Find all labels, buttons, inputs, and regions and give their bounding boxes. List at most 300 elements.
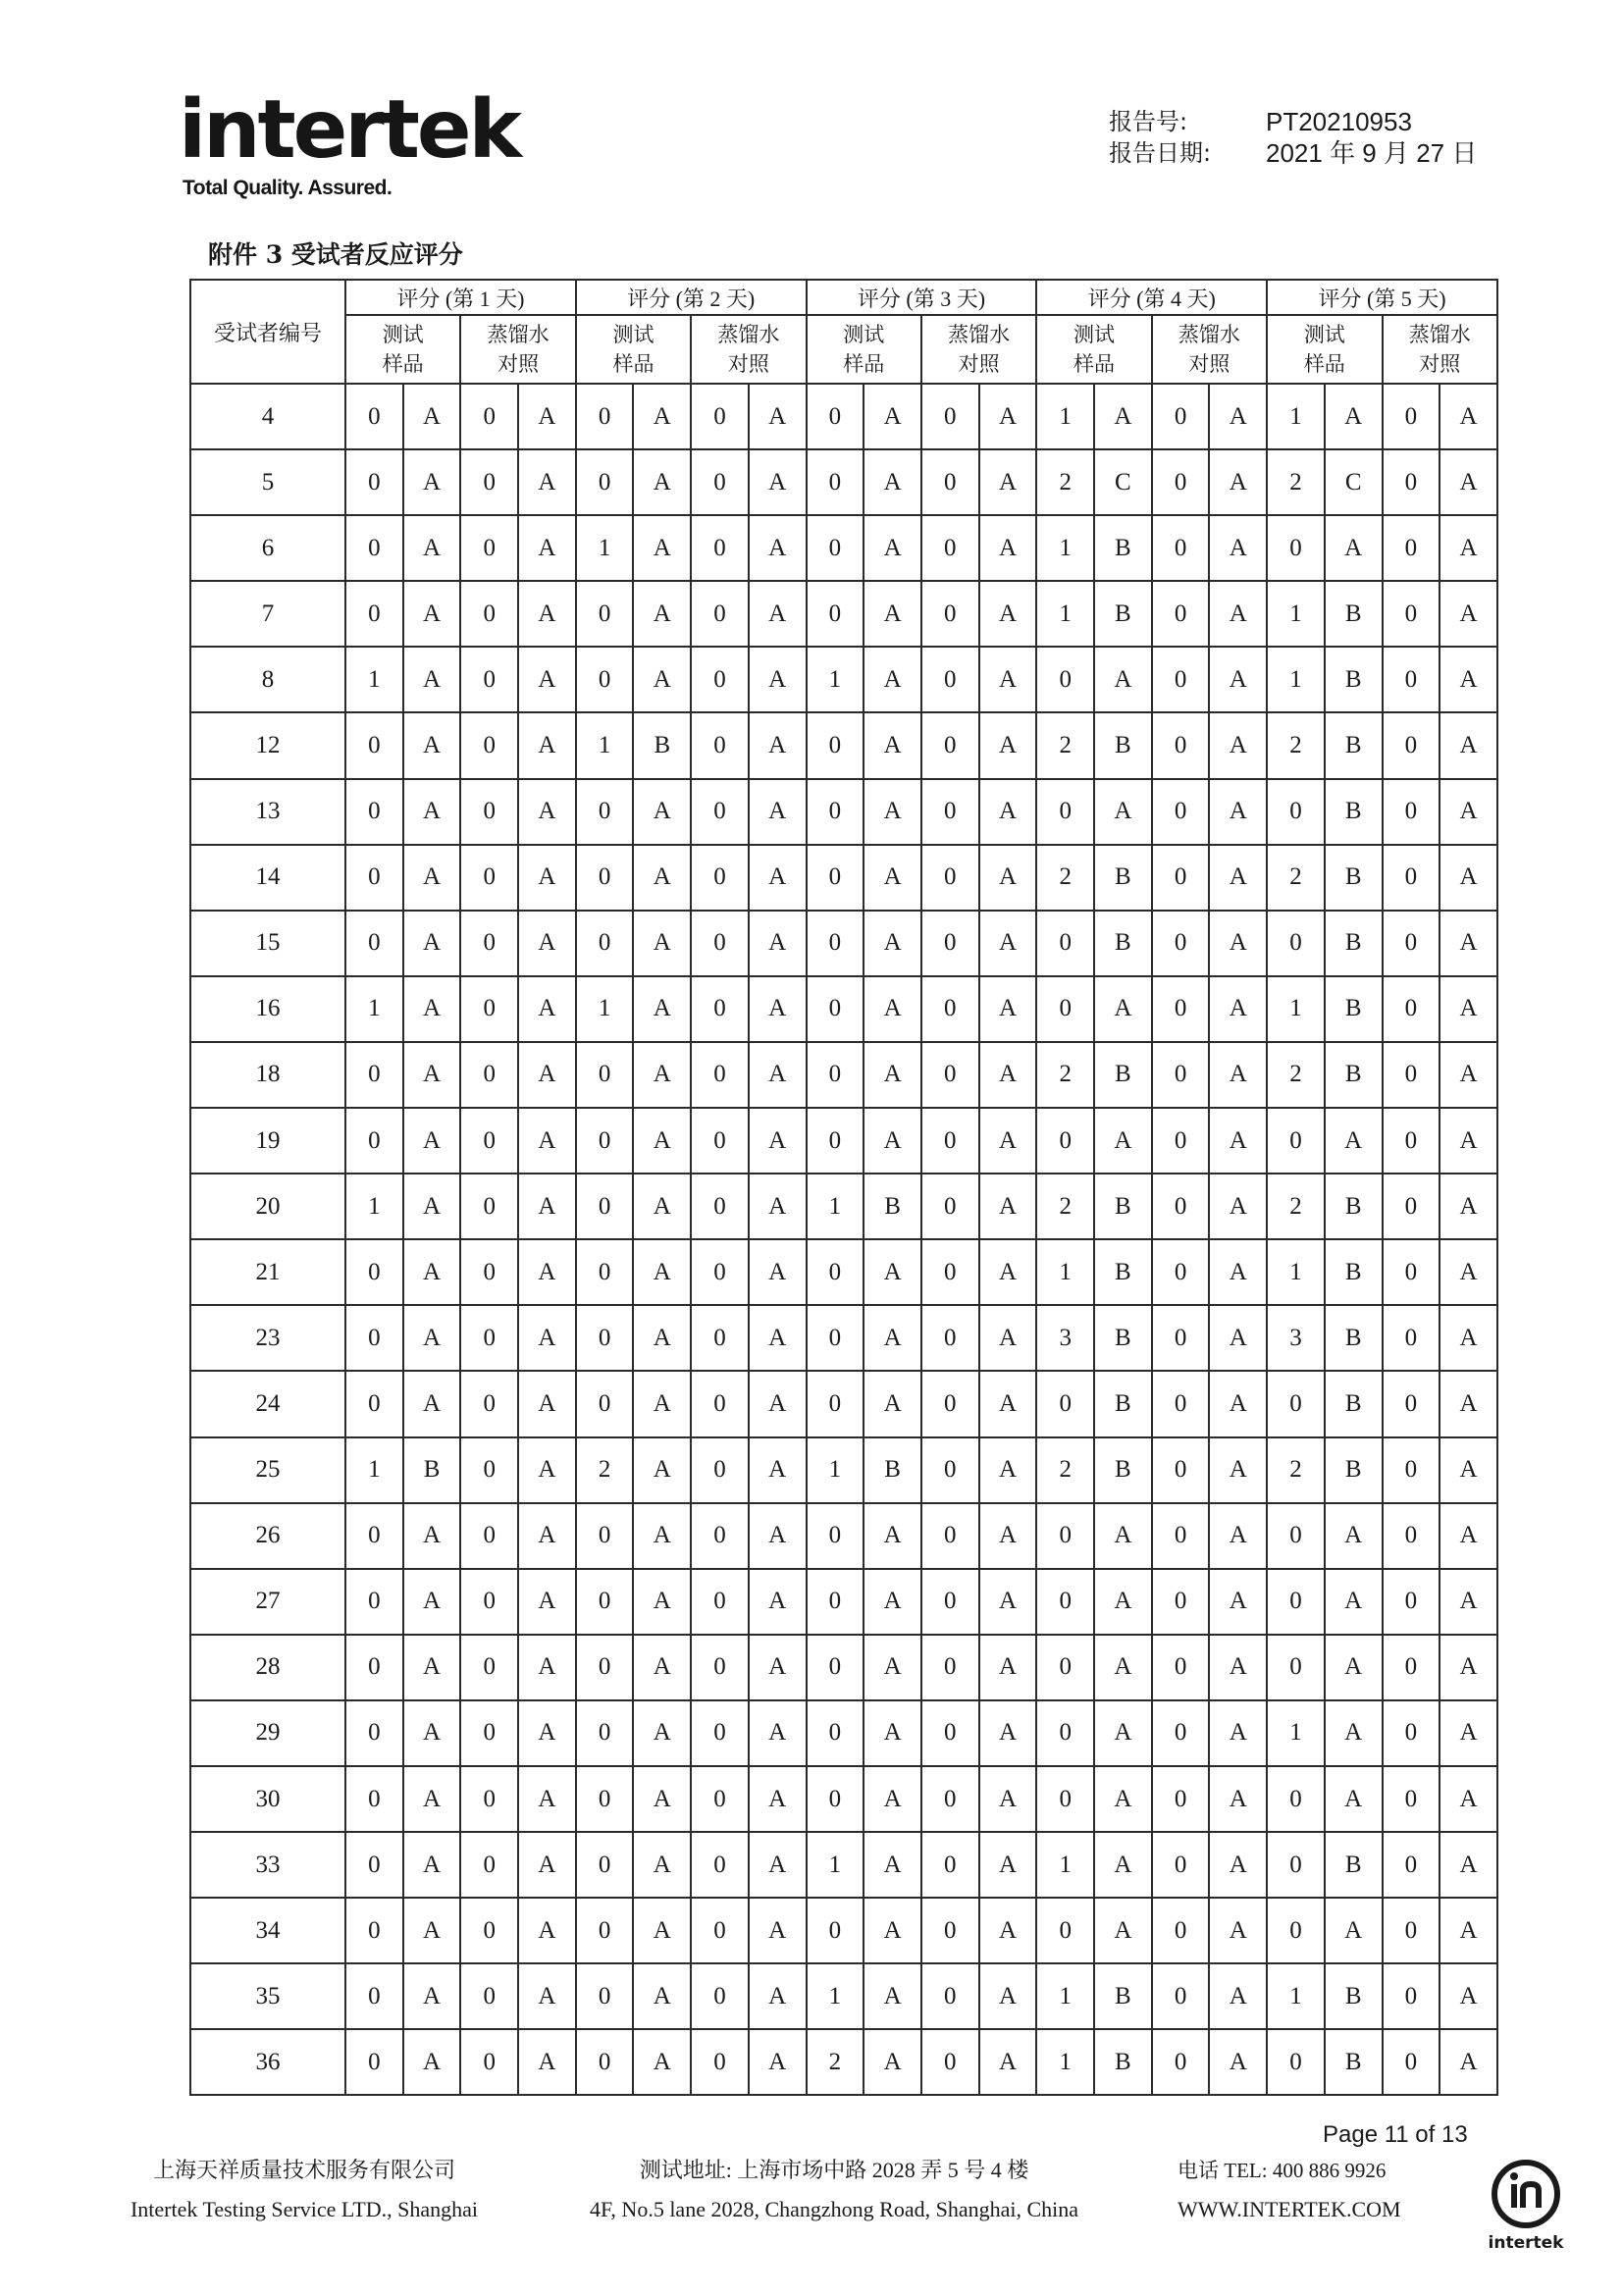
round-logo-text: intertek (1488, 2233, 1564, 2253)
subject-id: 29 (190, 1700, 345, 1766)
score-cell: A (403, 647, 461, 712)
score-cell: A (1209, 1569, 1267, 1635)
score-cell: A (864, 779, 921, 845)
score-cell: 0 (1383, 515, 1440, 581)
score-cell: A (1440, 2029, 1497, 2095)
score-cell: A (1325, 1108, 1383, 1174)
score-cell: A (1209, 911, 1267, 976)
score-cell: 0 (345, 779, 403, 845)
score-cell: A (749, 976, 807, 1042)
score-cell: 0 (460, 449, 518, 515)
score-cell: A (403, 581, 461, 647)
score-cell: 0 (576, 1898, 634, 1963)
subject-id: 21 (190, 1239, 345, 1305)
score-cell: 0 (1267, 515, 1325, 581)
score-cell: 0 (576, 779, 634, 845)
score-cell: 0 (1383, 1700, 1440, 1766)
score-cell: A (518, 1305, 576, 1371)
score-cell: 0 (807, 1239, 864, 1305)
score-cell: 0 (1152, 1239, 1210, 1305)
table-row (190, 2029, 1497, 2095)
score-cell: 0 (460, 1305, 518, 1371)
score-cell: 1 (807, 647, 864, 712)
score-cell: 0 (921, 911, 979, 976)
score-cell: A (403, 1305, 461, 1371)
score-cell: A (1094, 1898, 1152, 1963)
report-number-label: 报告号: (1109, 108, 1188, 135)
score-cell: A (864, 1832, 921, 1898)
score-cell: 0 (345, 1305, 403, 1371)
score-cell: A (518, 384, 576, 449)
score-cell: 0 (576, 1569, 634, 1635)
score-cell: A (633, 384, 691, 449)
score-cell: A (1440, 1503, 1497, 1569)
score-cell: 0 (807, 1898, 864, 1963)
score-cell: B (1325, 1042, 1383, 1108)
score-cell: A (979, 1437, 1037, 1503)
score-cell: A (1209, 449, 1267, 515)
intertek-round-logo-icon (1482, 2155, 1570, 2253)
test-sample-header: 测试 样品 (345, 315, 460, 384)
score-cell: 0 (345, 1108, 403, 1174)
score-cell: A (403, 1108, 461, 1174)
score-cell: A (518, 911, 576, 976)
score-cell: A (633, 911, 691, 976)
score-cell: A (864, 1371, 921, 1436)
score-cell: 0 (691, 1437, 749, 1503)
test-sample-header: 测试 样品 (1267, 315, 1382, 384)
table-row (190, 845, 1497, 911)
score-cell: 0 (460, 976, 518, 1042)
score-cell: 0 (691, 1305, 749, 1371)
score-cell: A (1325, 1569, 1383, 1635)
score-cell: 0 (1383, 1963, 1440, 2029)
score-cell: 0 (921, 1371, 979, 1436)
score-cell: 0 (1267, 1371, 1325, 1436)
score-cell: 0 (460, 1174, 518, 1239)
score-cell: B (1325, 647, 1383, 712)
score-cell: A (979, 712, 1037, 778)
score-cell: 0 (807, 911, 864, 976)
score-cell: A (749, 384, 807, 449)
address-cn: 测试地址: 上海市场中路 2028 弄 5 号 4 楼 (639, 2158, 1029, 2182)
score-cell: 0 (460, 1700, 518, 1766)
score-cell: 0 (921, 515, 979, 581)
table-row (190, 976, 1497, 1042)
score-cell: 0 (921, 1700, 979, 1766)
score-cell: A (518, 1371, 576, 1436)
test-sample-header: 测试 样品 (807, 315, 921, 384)
score-cell: 0 (460, 1108, 518, 1174)
score-cell: A (979, 384, 1037, 449)
score-cell: A (749, 845, 807, 911)
score-cell: 0 (1036, 647, 1094, 712)
score-cell: 1 (807, 1963, 864, 2029)
score-cell: A (864, 515, 921, 581)
score-cell: 0 (345, 1832, 403, 1898)
score-cell: A (979, 1239, 1037, 1305)
score-cell: A (979, 1174, 1037, 1239)
score-cell: A (1094, 647, 1152, 712)
score-cell: 0 (691, 1371, 749, 1436)
score-cell: A (1440, 779, 1497, 845)
score-cell: A (864, 1700, 921, 1766)
score-cell: A (518, 647, 576, 712)
score-cell: 0 (576, 1503, 634, 1569)
score-cell: A (864, 647, 921, 712)
subject-id: 8 (190, 647, 345, 712)
score-cell: 0 (1383, 1371, 1440, 1436)
score-cell: A (749, 1963, 807, 2029)
score-cell: 0 (691, 976, 749, 1042)
score-cell: A (403, 1042, 461, 1108)
score-cell: 0 (921, 647, 979, 712)
control-header: 蒸馏水 对照 (691, 315, 806, 384)
score-cell: B (1325, 845, 1383, 911)
score-cell: 0 (460, 384, 518, 449)
day-header: 评分 (第 3 天) (807, 280, 1037, 315)
score-cell: 0 (1036, 1371, 1094, 1436)
score-cell: 0 (1036, 911, 1094, 976)
score-cell: A (1440, 1766, 1497, 1832)
score-cell: A (633, 1174, 691, 1239)
score-cell: B (1325, 779, 1383, 845)
score-cell: A (979, 1371, 1037, 1436)
score-cell: A (633, 1042, 691, 1108)
score-cell: A (633, 1700, 691, 1766)
score-cell: 0 (576, 1239, 634, 1305)
score-cell: A (518, 1437, 576, 1503)
score-cell: 0 (1383, 1108, 1440, 1174)
logo-wordmark: intertek (179, 83, 520, 177)
score-cell: B (1325, 1371, 1383, 1436)
score-cell: A (749, 1437, 807, 1503)
score-cell: A (749, 1042, 807, 1108)
score-cell: 0 (807, 1635, 864, 1700)
score-cell: 0 (1383, 1832, 1440, 1898)
score-cell: 2 (1036, 1174, 1094, 1239)
score-cell: B (1094, 1437, 1152, 1503)
score-cell: A (1209, 976, 1267, 1042)
score-cell: A (633, 647, 691, 712)
score-cell: 0 (691, 1700, 749, 1766)
score-cell: 0 (1383, 1766, 1440, 1832)
score-cell: A (518, 1963, 576, 2029)
score-cell: 0 (576, 2029, 634, 2095)
score-cell: A (633, 1832, 691, 1898)
score-cell: 0 (1383, 1635, 1440, 1700)
score-cell: A (518, 1108, 576, 1174)
score-cell: A (979, 1963, 1037, 2029)
score-cell: A (403, 515, 461, 581)
score-cell: A (1209, 1305, 1267, 1371)
score-cell: A (749, 515, 807, 581)
score-cell: 0 (921, 1832, 979, 1898)
score-cell: 0 (921, 2029, 979, 2095)
website: WWW.INTERTEK.COM (1178, 2197, 1401, 2221)
score-cell: 0 (345, 1700, 403, 1766)
score-cell: A (403, 1174, 461, 1239)
score-cell: A (749, 1898, 807, 1963)
score-cell: A (979, 1042, 1037, 1108)
score-cell: 0 (1036, 1108, 1094, 1174)
score-cell: 0 (460, 647, 518, 712)
score-cell: A (1440, 976, 1497, 1042)
score-cell: A (1094, 1832, 1152, 1898)
score-cell: 0 (921, 581, 979, 647)
score-cell: 2 (1267, 845, 1325, 911)
score-cell: 0 (1152, 1042, 1210, 1108)
score-cell: A (1209, 1766, 1267, 1832)
score-cell: 0 (807, 845, 864, 911)
sub-header-row (190, 315, 1497, 384)
score-cell: B (1094, 1305, 1152, 1371)
score-cell: A (1440, 1832, 1497, 1898)
score-cell: A (1325, 384, 1383, 449)
score-cell: 2 (807, 2029, 864, 2095)
score-cell: B (1094, 712, 1152, 778)
score-cell: A (1209, 1239, 1267, 1305)
score-cell: 0 (460, 779, 518, 845)
score-cell: 0 (1383, 712, 1440, 778)
score-cell: A (1094, 1108, 1152, 1174)
score-cell: A (979, 845, 1037, 911)
score-cell: 0 (1152, 1305, 1210, 1371)
table-row (190, 1898, 1497, 1963)
score-cell: A (518, 845, 576, 911)
score-cell: A (864, 1635, 921, 1700)
score-cell: A (1209, 1832, 1267, 1898)
score-cell: A (633, 779, 691, 845)
table-row (190, 712, 1497, 778)
day-header: 评分 (第 2 天) (576, 280, 807, 315)
score-cell: B (1094, 1042, 1152, 1108)
control-header: 蒸馏水 对照 (1152, 315, 1267, 384)
score-cell: 0 (1152, 1371, 1210, 1436)
score-cell: 0 (1152, 384, 1210, 449)
score-cell: 0 (460, 515, 518, 581)
score-cell: 2 (1267, 1042, 1325, 1108)
score-cell: A (633, 1569, 691, 1635)
score-cell: A (749, 1174, 807, 1239)
score-cell: 0 (921, 384, 979, 449)
score-cell: 0 (1267, 1832, 1325, 1898)
score-cell: A (1209, 712, 1267, 778)
score-cell: A (1325, 1766, 1383, 1832)
footer-contact (1178, 2151, 1452, 2229)
score-cell: 0 (691, 647, 749, 712)
score-cell: A (864, 1569, 921, 1635)
score-cell: 0 (460, 1239, 518, 1305)
score-cell: A (403, 1503, 461, 1569)
score-cell: 1 (1036, 1239, 1094, 1305)
score-cell: 1 (345, 976, 403, 1042)
score-cell: 0 (460, 845, 518, 911)
score-cell: A (864, 1108, 921, 1174)
score-cell: 0 (1383, 384, 1440, 449)
score-cell: A (864, 1898, 921, 1963)
score-cell: A (1440, 1305, 1497, 1371)
score-cell: A (1209, 1371, 1267, 1436)
score-cell: A (403, 911, 461, 976)
score-cell: 0 (921, 1766, 979, 1832)
score-cell: A (518, 1766, 576, 1832)
score-cell: 0 (691, 911, 749, 976)
score-cell: 0 (1383, 976, 1440, 1042)
score-cell: 0 (807, 1108, 864, 1174)
report-date: 2021 年 9 月 27 日 (1266, 138, 1478, 168)
score-cell: 0 (1152, 1963, 1210, 2029)
test-sample-header: 测试 样品 (576, 315, 691, 384)
score-cell: A (979, 581, 1037, 647)
score-cell: A (633, 845, 691, 911)
subject-id: 5 (190, 449, 345, 515)
score-cell: A (864, 1766, 921, 1832)
score-cell: 0 (345, 845, 403, 911)
score-cell: 0 (1152, 1503, 1210, 1569)
score-cell: A (518, 1635, 576, 1700)
score-cell: A (518, 1239, 576, 1305)
score-cell: A (1094, 1700, 1152, 1766)
score-cell: A (979, 515, 1037, 581)
score-cell: 0 (921, 845, 979, 911)
subject-id: 35 (190, 1963, 345, 2029)
score-cell: 0 (1036, 1898, 1094, 1963)
score-cell: A (633, 1503, 691, 1569)
score-cell: A (749, 1569, 807, 1635)
score-cell: 0 (691, 1963, 749, 2029)
score-cell: A (864, 2029, 921, 2095)
score-cell: A (979, 1635, 1037, 1700)
score-cell: A (1440, 1898, 1497, 1963)
subject-id: 19 (190, 1108, 345, 1174)
score-cell: A (1440, 1042, 1497, 1108)
score-cell: A (749, 1700, 807, 1766)
subject-id: 18 (190, 1042, 345, 1108)
score-cell: 0 (1036, 1569, 1094, 1635)
score-cell: 0 (1267, 779, 1325, 845)
score-cell: 0 (460, 712, 518, 778)
score-cell: 0 (1036, 976, 1094, 1042)
score-cell: A (1440, 911, 1497, 976)
score-cell: 0 (460, 911, 518, 976)
score-cell: A (1094, 1766, 1152, 1832)
score-cell: 1 (576, 515, 634, 581)
score-cell: A (633, 1898, 691, 1963)
score-cell: A (864, 976, 921, 1042)
company-name-en: Intertek Testing Service LTD., Shanghai (130, 2197, 479, 2221)
score-cell: 0 (1152, 1108, 1210, 1174)
score-cell: 0 (460, 1898, 518, 1963)
score-cell: B (864, 1437, 921, 1503)
table-row (190, 384, 1497, 449)
score-cell: 0 (807, 384, 864, 449)
score-cell: A (749, 712, 807, 778)
score-cell: A (403, 779, 461, 845)
score-cell: A (864, 1963, 921, 2029)
score-cell: 0 (691, 515, 749, 581)
page-indicator: Page 11 of 13 (1323, 2121, 1468, 2148)
score-cell: 0 (921, 1042, 979, 1108)
score-cell: A (403, 1766, 461, 1832)
score-cell: 0 (807, 581, 864, 647)
score-cell: 0 (345, 1963, 403, 2029)
table-row (190, 1305, 1497, 1371)
score-cell: 0 (1152, 581, 1210, 647)
score-cell: 0 (1383, 1239, 1440, 1305)
score-cell: 1 (1267, 1239, 1325, 1305)
score-cell: 0 (1383, 2029, 1440, 2095)
score-cell: 0 (345, 581, 403, 647)
score-cell: A (1094, 976, 1152, 1042)
score-cell: 0 (576, 1371, 634, 1436)
score-cell: A (864, 1305, 921, 1371)
score-cell: 0 (345, 449, 403, 515)
score-cell: 0 (576, 1963, 634, 2029)
score-cell: B (1325, 1239, 1383, 1305)
score-cell: 0 (345, 1766, 403, 1832)
score-cell: A (1209, 1042, 1267, 1108)
company-name-cn: 上海天祥质量技术服务有限公司 (152, 2158, 455, 2182)
score-cell: A (518, 1898, 576, 1963)
score-cell: A (403, 2029, 461, 2095)
table-row (190, 449, 1497, 515)
score-cell: A (403, 976, 461, 1042)
table-row (190, 1503, 1497, 1569)
score-cell: B (1325, 2029, 1383, 2095)
score-cell: A (979, 976, 1037, 1042)
subject-id: 7 (190, 581, 345, 647)
score-cell: A (633, 1437, 691, 1503)
score-cell: 1 (1036, 384, 1094, 449)
score-cell: A (403, 1898, 461, 1963)
table-row (190, 581, 1497, 647)
score-cell: 0 (691, 1239, 749, 1305)
score-cell: 0 (576, 1832, 634, 1898)
score-cell: A (403, 1371, 461, 1436)
score-cell: A (749, 1371, 807, 1436)
score-cell: 0 (691, 1569, 749, 1635)
score-cell: 0 (576, 911, 634, 976)
subject-id: 15 (190, 911, 345, 976)
score-cell: A (749, 1239, 807, 1305)
score-cell: A (1325, 515, 1383, 581)
score-cell: 0 (1383, 845, 1440, 911)
score-cell: 0 (691, 581, 749, 647)
score-cell: 0 (345, 384, 403, 449)
score-cell: A (864, 384, 921, 449)
score-cell: 0 (1383, 1569, 1440, 1635)
score-cell: 1 (1267, 581, 1325, 647)
score-cell: 0 (460, 1832, 518, 1898)
score-cell: 0 (345, 911, 403, 976)
score-cell: 0 (1152, 1635, 1210, 1700)
score-cell: A (1325, 1503, 1383, 1569)
score-cell: A (403, 845, 461, 911)
score-cell: 0 (807, 976, 864, 1042)
score-cell: 0 (345, 1239, 403, 1305)
score-cell: 0 (921, 779, 979, 845)
score-cell: A (979, 1766, 1037, 1832)
score-cell: A (749, 581, 807, 647)
score-cell: 0 (807, 779, 864, 845)
subject-id: 27 (190, 1569, 345, 1635)
score-cell: C (1094, 449, 1152, 515)
score-cell: A (633, 449, 691, 515)
score-cell: 0 (1267, 2029, 1325, 2095)
score-cell: A (633, 1635, 691, 1700)
table-row (190, 779, 1497, 845)
